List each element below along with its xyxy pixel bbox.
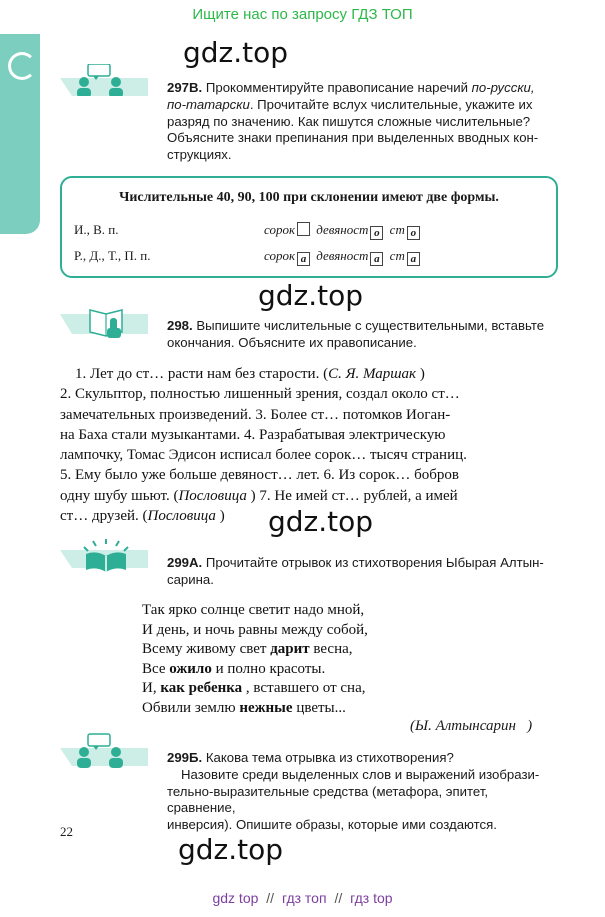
separator: //: [334, 890, 343, 906]
text: И,: [142, 680, 161, 697]
rule-box: [60, 176, 558, 278]
text: окончания. Объясните их правописание.: [167, 334, 417, 350]
bold-text: нежные: [239, 699, 293, 716]
ending-box: о: [370, 226, 383, 240]
case-label: И., В. п.: [74, 222, 119, 237]
banner-link[interactable]: гдз top: [350, 890, 393, 906]
text: 5. Ему было уже больше девяност… лет. 6. Из сорок… бобров: [60, 467, 460, 484]
exercise-number: 298.: [167, 318, 193, 333]
text: 2. Скульптор, полностью лишенный зрения, создал около ст…: [60, 386, 460, 403]
exercise-299a-task: [167, 555, 557, 589]
banner-link[interactable]: гдз топ: [281, 890, 327, 906]
italic-text: Пословица: [178, 487, 247, 504]
text: замечательных произведений. 3. Более ст… потомков Иоган-: [60, 406, 451, 423]
text: Назовите среди выделенных слов и выражений изобрази-: [181, 766, 540, 782]
text: Всему живому свет: [142, 641, 271, 658]
poem-line: И день, и ночь равны между собой,: [142, 621, 368, 638]
text: тельно-выразительные средства (метафора, эпитет, сравнение,: [167, 783, 489, 816]
poem-line: [142, 639, 502, 659]
exercise-297b: [167, 80, 557, 164]
ending-box: а: [407, 252, 420, 266]
text: 1. Лет до ст… расти нам без старости. (: [60, 366, 329, 382]
form-row: [264, 222, 423, 240]
page-number: 22: [60, 824, 73, 839]
text: инверсия). Опишите образы, которые ими создаются.: [167, 817, 497, 833]
word: сорок: [264, 248, 296, 263]
banner-link[interactable]: gdz top: [212, 890, 259, 906]
top-banner: Ищите нас по запросу ГДЗ ТОП: [192, 6, 413, 23]
form-row: [264, 248, 423, 266]
text: Все: [142, 660, 170, 677]
italic-text: по-татарски: [167, 96, 250, 112]
text: Какова тема отрывка из стихотворения?: [205, 750, 454, 765]
italic-text: Пословица: [147, 508, 216, 525]
discussion-icon: [60, 732, 148, 773]
bold-text: дарит: [270, 641, 310, 658]
ending-box: [297, 222, 310, 236]
ending-box: а: [370, 252, 383, 266]
exercise-number: 299Б.: [167, 750, 203, 765]
text: . Прочитайте вслух числительные, укажите их: [249, 96, 533, 112]
bold-text: ожило: [169, 660, 212, 677]
exercise-number: 299А.: [167, 555, 203, 570]
text: лампочку, Томас Эдисон исписал более сорок… тысяч страниц.: [60, 447, 467, 464]
rule-title: Числительные 40, 90, 100 при склонении имеют две формы.: [119, 190, 499, 205]
text: Выпишите числительные с существительными, вставьте: [196, 318, 545, 333]
watermark: gdz.top: [258, 279, 364, 312]
ending-box: а: [297, 252, 310, 266]
text: ст… друзей. (: [60, 508, 148, 525]
text: сарина.: [167, 571, 214, 587]
word: девяност: [316, 222, 369, 237]
text: и полно красоты.: [211, 660, 326, 677]
text: Прокомментируйте правописание наречий: [205, 80, 472, 95]
poem-line: [142, 659, 502, 679]
text: струкциях.: [167, 147, 232, 163]
text: разряд по значению. Как пишутся сложные числительные?: [167, 113, 531, 129]
text: весна,: [309, 641, 353, 658]
exercise-299b: [167, 750, 557, 834]
swirl-icon: [8, 52, 36, 80]
poem-line: Так ярко солнце светит надо мной,: [142, 602, 365, 618]
text: ): [416, 366, 425, 382]
separator: //: [266, 890, 275, 906]
bottom-banner: [0, 890, 605, 906]
italic-text: по-русски,: [471, 80, 535, 95]
word: ст: [389, 248, 405, 263]
read-book-icon: [60, 538, 148, 579]
word: девяност: [316, 248, 369, 263]
word: сорок: [264, 222, 296, 237]
text: одну шубу шьют. (: [60, 487, 179, 504]
word: ст: [389, 222, 405, 237]
exercise-298-task: [167, 318, 557, 352]
exercise-298-text: [60, 364, 554, 526]
bold-text: как ребенка: [160, 680, 243, 697]
watermark: gdz.top: [178, 833, 284, 866]
poem-line: [142, 698, 502, 718]
exercise-number: 297B.: [167, 80, 203, 95]
text: ): [215, 508, 225, 525]
text: цветы...: [292, 699, 346, 716]
text: , вставшего от сна,: [242, 680, 366, 697]
italic-text: С. Я. Маршак: [328, 366, 417, 382]
text: ) 7. Не имей ст… рублей, а имей: [246, 487, 458, 504]
poem: [142, 600, 502, 718]
ending-box: о: [407, 226, 420, 240]
text: Объясните знаки препинания при выделенных вводных кон-: [167, 130, 539, 146]
write-icon: [60, 304, 148, 345]
discussion-icon: [60, 64, 148, 101]
text: Прочитайте отрывок из стихотворения Ыбырая Алтын-: [205, 555, 544, 570]
watermark: gdz.top: [183, 36, 289, 69]
text: на Баха стали музыкантами. 4. Разрабатывая электрическую: [60, 426, 446, 443]
poem-line: [142, 678, 502, 698]
case-label: Р., Д., Т., П. п.: [74, 248, 151, 263]
watermark: gdz.top: [268, 505, 374, 538]
poem-author: (Ы. Алтынсарин ): [410, 718, 533, 734]
text: Обвили землю: [142, 699, 240, 716]
